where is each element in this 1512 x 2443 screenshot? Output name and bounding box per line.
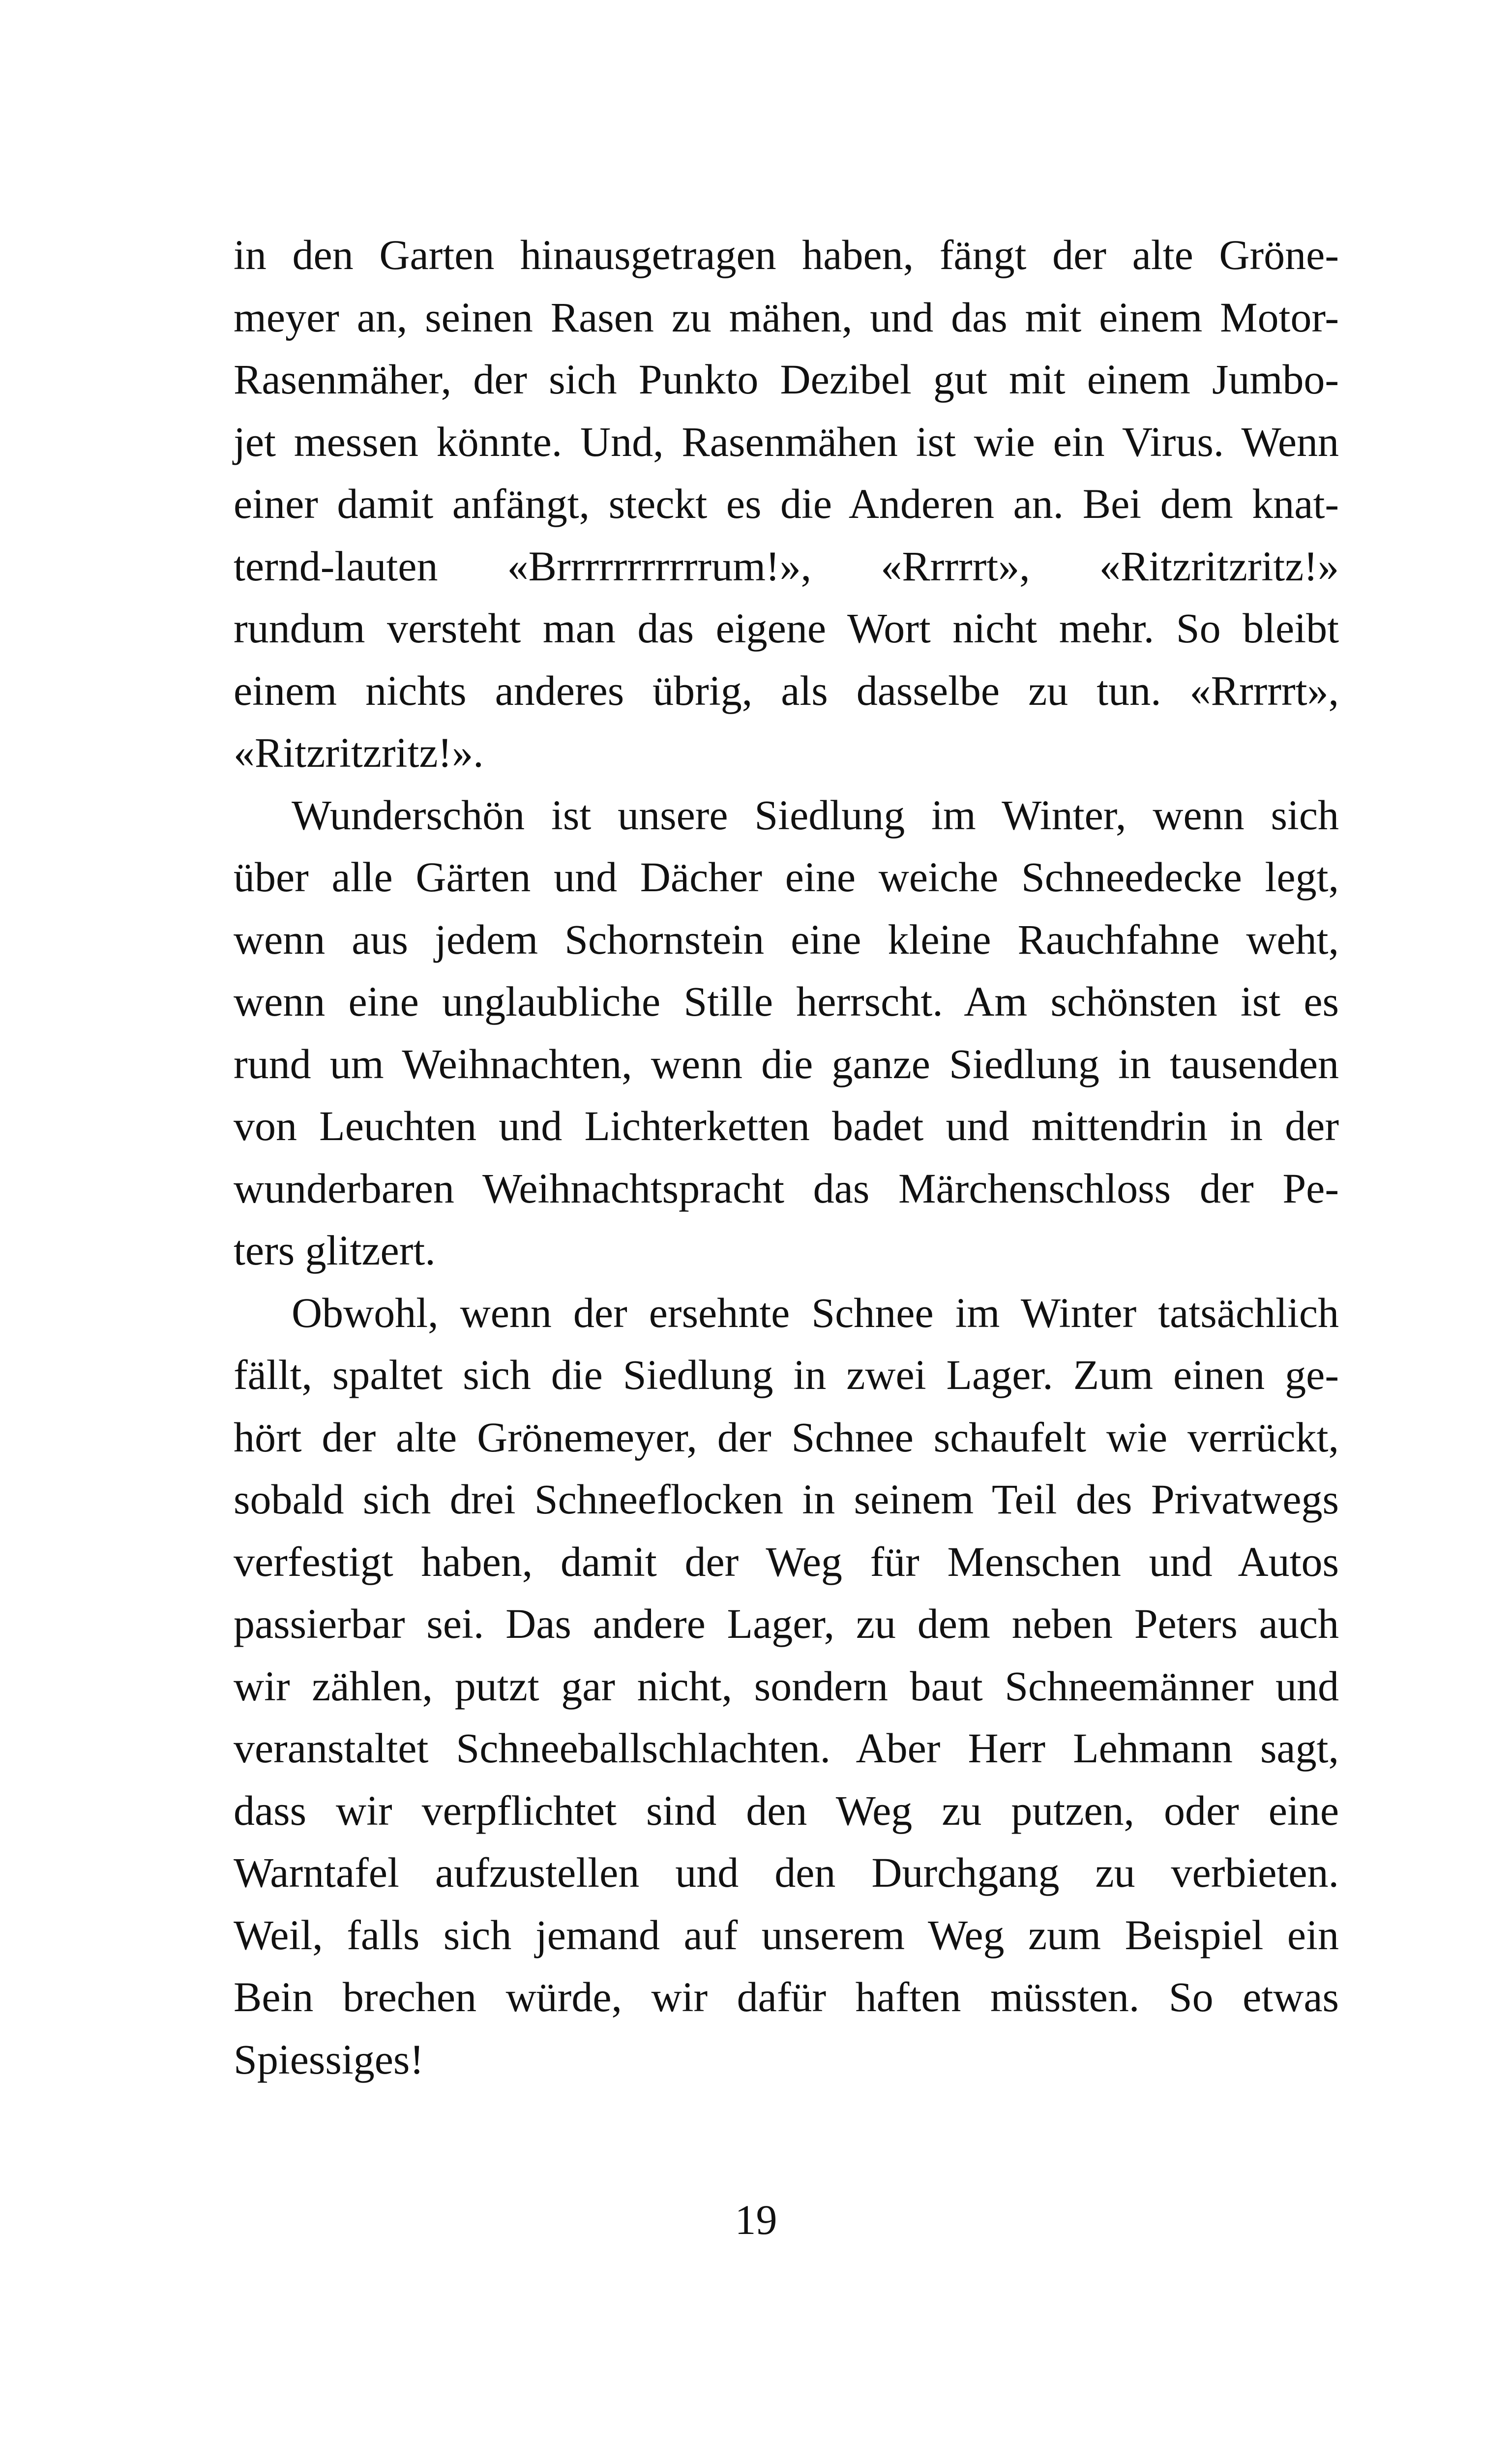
- text-line: fällt, spaltet sich die Siedlung in zwei Lager. Zum einen ge-: [234, 1351, 1339, 1398]
- text-line: in den Garten hinausgetragen haben, fängt der alte Gröne-: [234, 231, 1339, 278]
- text-line: wenn aus jedem Schornstein eine kleine Rauchfahne weht,: [234, 915, 1339, 963]
- text-line: Rasenmäher, der sich Punkto Dezibel gut mit einem Jumbo-: [234, 356, 1339, 403]
- text-line: einem nichts anderes übrig, als dasselbe zu tun. «Rrrrrt»,: [234, 666, 1339, 714]
- text-line: einer damit anfängt, steckt es die Anderen an. Bei dem knat-: [234, 480, 1339, 527]
- page-number: 19: [735, 2196, 777, 2243]
- text-line: sobald sich drei Schneeflocken in seinem Teil des Privatwegs: [234, 1476, 1339, 1523]
- text-line: wir zählen, putzt gar nicht, sondern baut Schneemänner und: [234, 1662, 1339, 1710]
- text-line: wunderbaren Weihnachtspracht das Märchenschloss der Pe-: [234, 1164, 1339, 1212]
- text-line: Obwohl, wenn der ersehnte Schnee im Winter tatsächlich: [292, 1289, 1339, 1336]
- text-line: Weil, falls sich jemand auf unserem Weg zum Beispiel ein: [234, 1911, 1339, 1959]
- text-line: veranstaltet Schneeballschlachten. Aber Herr Lehmann sagt,: [234, 1724, 1339, 1772]
- text-line: jet messen könnte. Und, Rasenmähen ist wie ein Virus. Wenn: [234, 418, 1339, 465]
- text-line: von Leuchten und Lichterketten badet und mittendrin in der: [234, 1102, 1339, 1149]
- page-body: [234, 224, 1339, 2090]
- paragraph-3: [234, 1282, 1339, 2091]
- text-line: rund um Weihnachten, wenn die ganze Siedlung in tausenden: [234, 1040, 1339, 1087]
- paragraph-1: [234, 224, 1339, 784]
- text-line: verfestigt haben, damit der Weg für Menschen und Autos: [234, 1538, 1339, 1585]
- paragraph-2: [234, 784, 1339, 1282]
- text-line: wenn eine unglaubliche Stille herrscht. Am schönsten ist es: [234, 978, 1339, 1025]
- text-line: «Ritzritzritz!».: [234, 729, 484, 776]
- text-line: Bein brechen würde, wir dafür haften müssten. So etwas: [234, 1973, 1339, 2021]
- text-line: Spiessiges!: [234, 2035, 424, 2083]
- text-line: Warntafel aufzustellen und den Durchgang zu verbieten.: [234, 1849, 1339, 1896]
- text-line: dass wir verpflichtet sind den Weg zu putzen, oder eine: [234, 1786, 1339, 1834]
- text-line: meyer an, seinen Rasen zu mähen, und das mit einem Motor-: [234, 293, 1339, 341]
- text-line: über alle Gärten und Dächer eine weiche Schneedecke legt,: [234, 853, 1339, 901]
- text-line: passierbar sei. Das andere Lager, zu dem neben Peters auch: [234, 1600, 1339, 1647]
- text-line: rundum versteht man das eigene Wort nicht mehr. So bleibt: [234, 604, 1339, 652]
- text-line: ternd-lauten «Brrrrrrrrrrrum!», «Rrrrrt», «Ritzritzritz!»: [234, 542, 1339, 590]
- text-line: hört der alte Grönemeyer, der Schnee schaufelt wie verrückt,: [234, 1413, 1339, 1461]
- text-line: Wunderschön ist unsere Siedlung im Winter, wenn sich: [292, 791, 1339, 839]
- text-line: ters glitzert.: [234, 1227, 436, 1274]
